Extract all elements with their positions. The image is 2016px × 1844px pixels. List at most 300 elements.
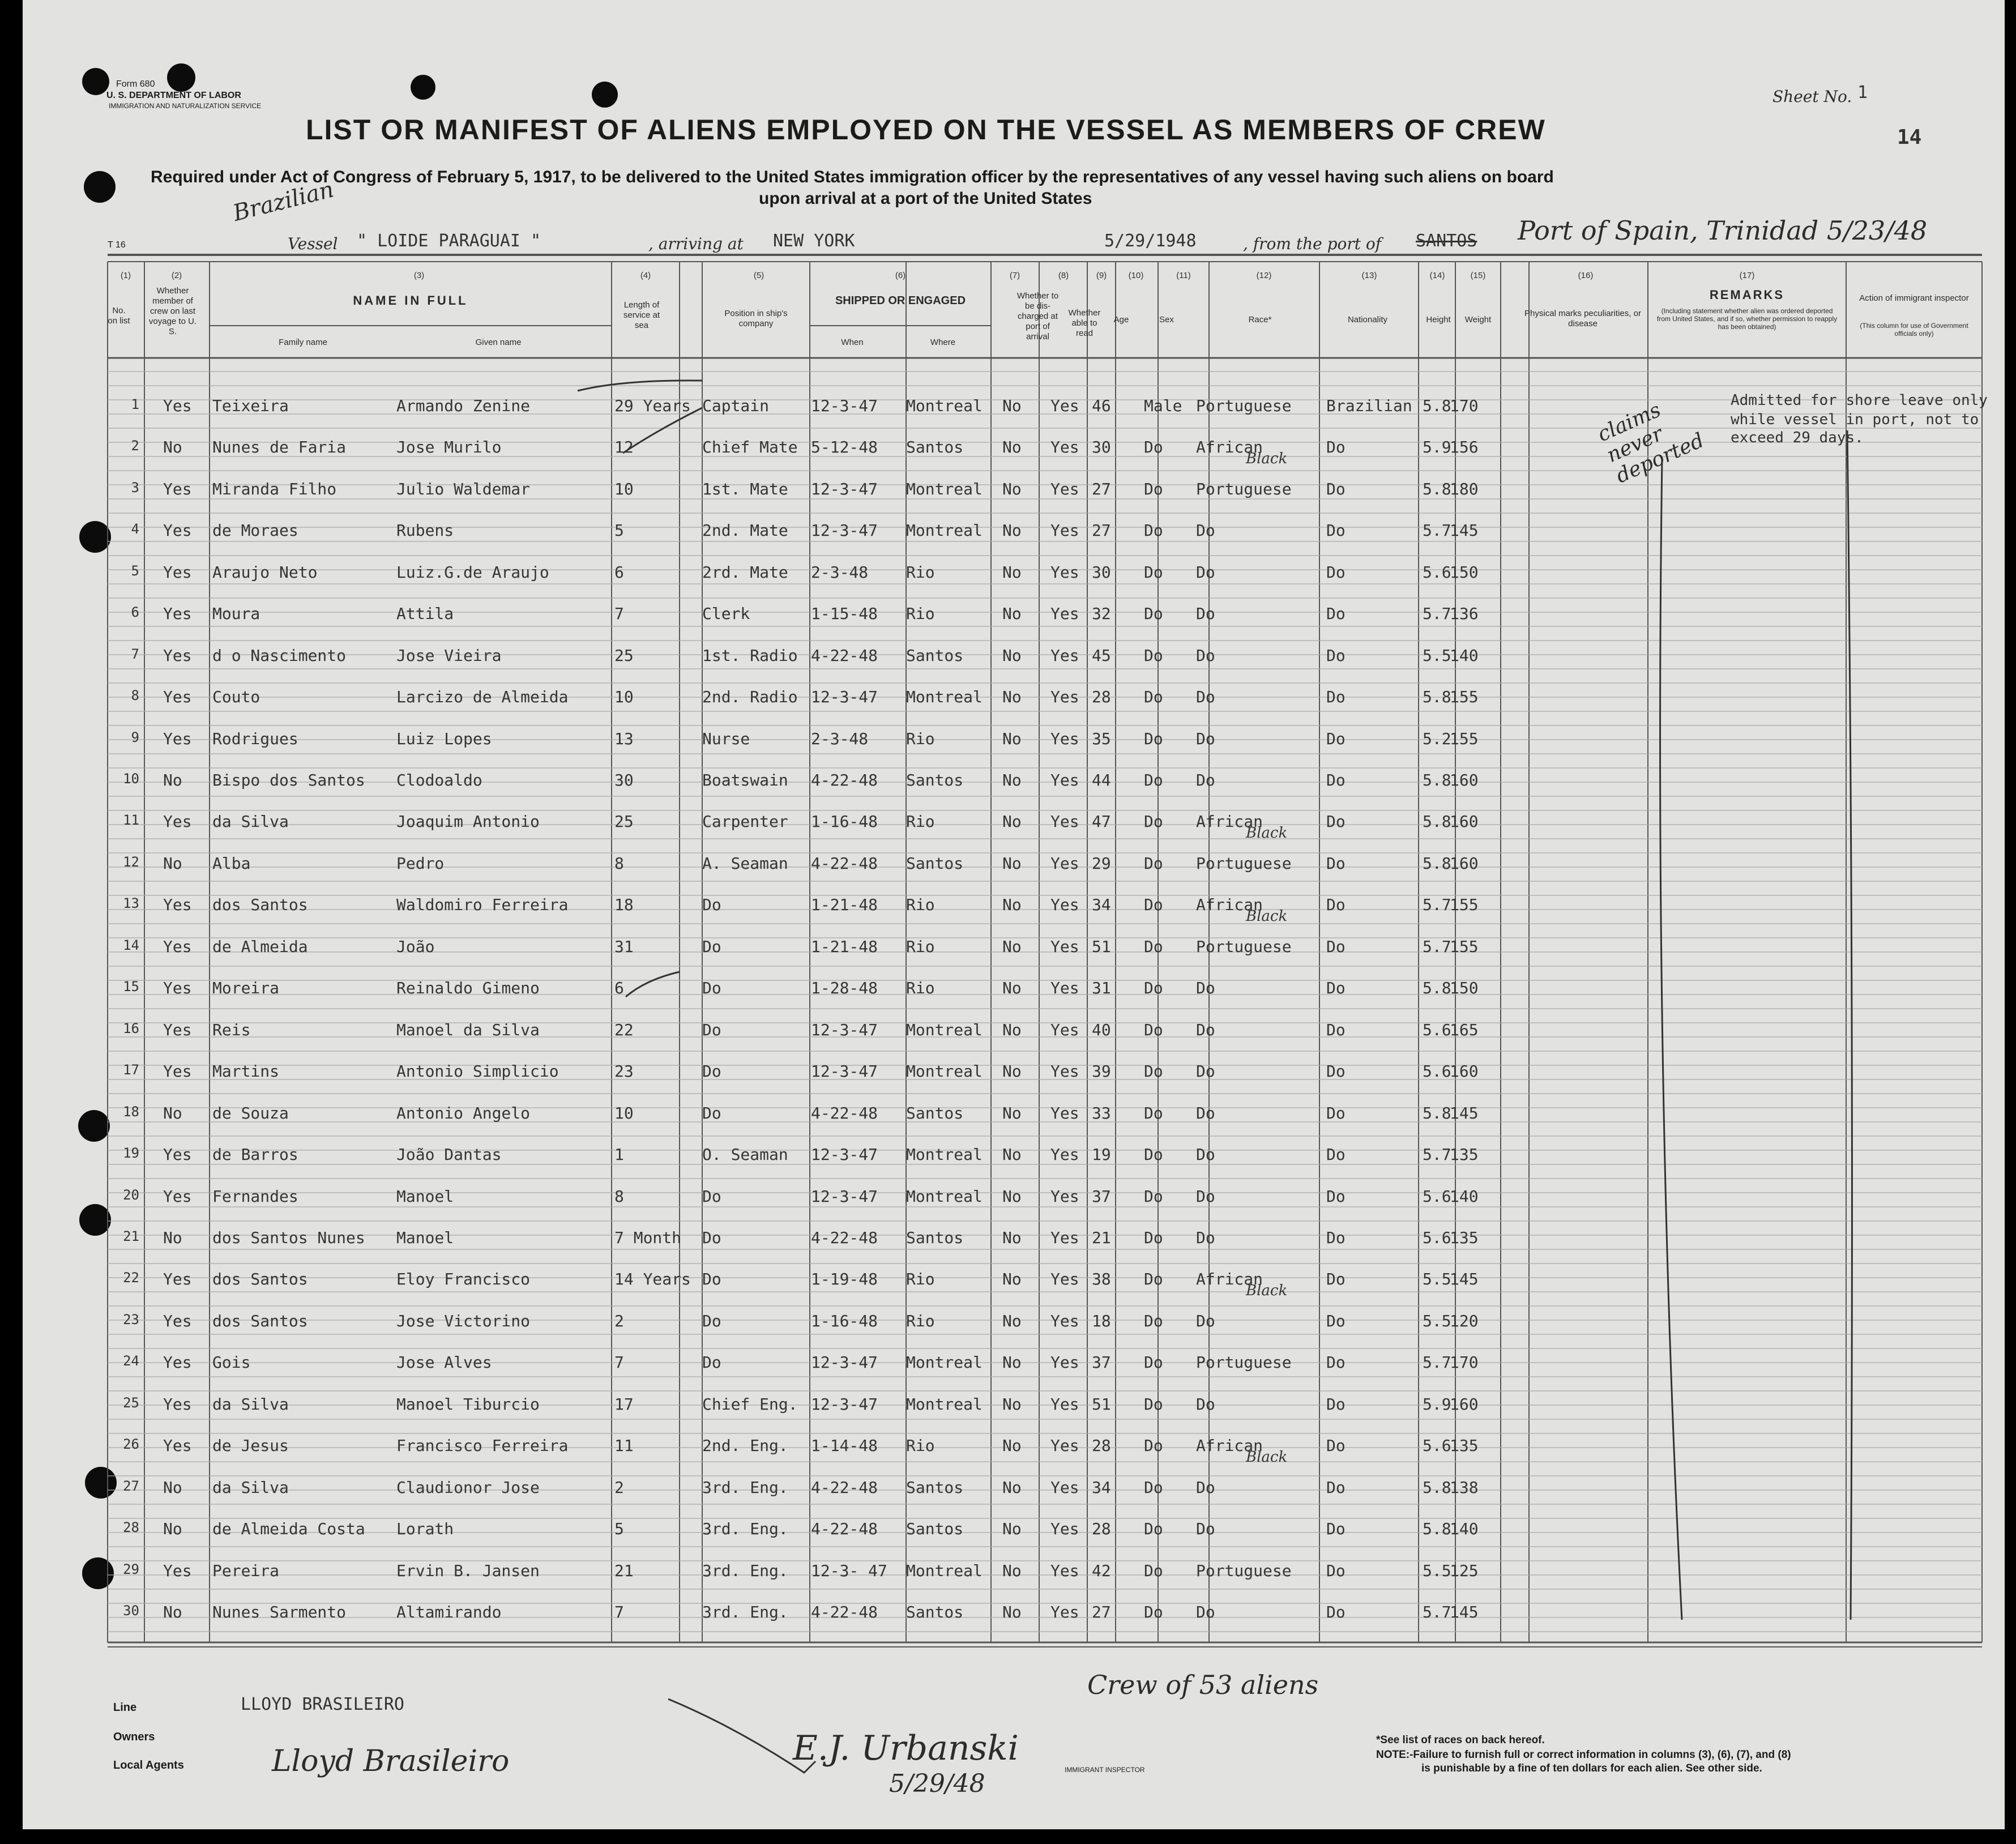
crew-service: 10 — [614, 479, 634, 498]
vessel-nationality: Brazilian — [230, 176, 337, 227]
crew-when: 4-22-48 — [811, 1103, 878, 1122]
crew-when: 1-16-48 — [811, 1311, 878, 1330]
crew-no: 22 — [123, 1270, 139, 1286]
crew-weight: 160 — [1450, 1394, 1479, 1414]
crew-prev: Yes — [163, 604, 192, 624]
crew-nationality: Do — [1326, 1311, 1346, 1330]
crew-no: 8 — [131, 688, 139, 704]
crew-sex: Do — [1144, 562, 1163, 582]
crew-nationality: Do — [1326, 688, 1346, 707]
crew-weight: 145 — [1450, 521, 1479, 540]
crew-when: 1-28-48 — [811, 979, 878, 998]
crew-when: 4-22-48 — [811, 1228, 878, 1247]
crew-when: 1-21-48 — [811, 937, 878, 956]
crew-read: Yes — [1050, 1103, 1079, 1122]
column-number: (1) — [120, 271, 131, 280]
crew-service: 2 — [614, 1478, 624, 1497]
failure-note: NOTE:-Failure to furnish full or correct information in columns (3), (6), (7), and (8) — [1376, 1749, 1791, 1761]
crew-race: Do — [1196, 1103, 1215, 1122]
crew-discharge: No — [1002, 1186, 1022, 1206]
crew-age: 35 — [1092, 729, 1111, 748]
crew-age: 29 — [1092, 853, 1111, 873]
crew-sex: Do — [1144, 1394, 1163, 1414]
crew-height: 5.9 — [1423, 438, 1451, 457]
department: U. S. DEPARTMENT OF LABOR — [106, 91, 241, 100]
crew-no: 19 — [123, 1145, 139, 1162]
crew-nationality: Do — [1326, 729, 1346, 748]
crew-no: 10 — [123, 771, 139, 787]
crew-service: 8 — [614, 1186, 624, 1206]
crew-weight: 160 — [1450, 853, 1479, 873]
crew-discharge: No — [1002, 771, 1022, 790]
crew-weight: 155 — [1450, 895, 1479, 915]
crew-height: 5.7 — [1423, 1353, 1451, 1372]
subtitle: Required under Act of Congress of February 5, 1917, to be delivered to the United States immigration officer by the representatives of any vessel having such aliens on board — [151, 168, 1554, 186]
crew-where: Santos — [906, 1228, 964, 1247]
crew-where: Santos — [906, 853, 964, 873]
crew-given: Jose Victorino — [396, 1311, 531, 1330]
crew-prev: Yes — [163, 1020, 192, 1039]
crew-family: dos Santos — [212, 1270, 308, 1289]
crew-position: Do — [702, 1103, 721, 1122]
vessel-label: Vessel — [288, 234, 338, 253]
crew-nationality: Do — [1326, 1062, 1346, 1081]
crew-sex: Do — [1144, 1145, 1163, 1164]
header-action: Action of immigrant inspector — [1859, 293, 1969, 303]
header-physical: Physical marks peculiarities, or disease — [1524, 309, 1641, 328]
header-name-in-full: NAME IN FULL — [353, 293, 468, 308]
crew-given: Joaquim Antonio — [396, 812, 540, 831]
crew-prev: No — [163, 1228, 182, 1247]
crew-when: 4-22-48 — [811, 771, 878, 790]
crew-when: 1-19-48 — [811, 1270, 878, 1289]
crew-sex: Do — [1144, 1353, 1163, 1372]
crew-position: 3rd. Eng. — [702, 1561, 788, 1580]
race-black-annotation: Black — [1246, 908, 1288, 925]
crew-service: 7 — [614, 1353, 624, 1372]
crew-weight: 135 — [1450, 1228, 1479, 1247]
crew-when: 12-3-47 — [811, 1062, 878, 1081]
races-note: *See list of races on back hereof. — [1376, 1734, 1545, 1746]
crew-race: Do — [1196, 1020, 1215, 1039]
crew-position: 3rd. Eng. — [702, 1478, 788, 1497]
crew-prev: Yes — [163, 1145, 192, 1164]
crew-sex: Do — [1144, 771, 1163, 790]
crew-height: 5.6 — [1423, 1062, 1451, 1081]
line-label: Line — [113, 1701, 137, 1714]
crew-given: Antonio Simplicio — [396, 1062, 559, 1081]
crew-nationality: Do — [1326, 1020, 1346, 1039]
crew-sex: Do — [1144, 895, 1163, 915]
crew-where: Santos — [906, 1478, 964, 1497]
remarks-typed-line2: while vessel in port, not to — [1731, 411, 1979, 428]
crew-height: 5.8 — [1423, 1478, 1451, 1497]
page-title: LIST OR MANIFEST OF ALIENS EMPLOYED ON THE VESSEL AS MEMBERS OF CREW — [306, 114, 1546, 146]
column-number: (3) — [413, 271, 425, 280]
column-number: (13) — [1361, 271, 1377, 280]
crew-where: Rio — [906, 895, 935, 915]
race-black-annotation: Black — [1246, 450, 1288, 468]
crew-age: 31 — [1092, 979, 1111, 998]
crew-height: 5.2 — [1423, 729, 1451, 748]
crew-position: A. Seaman — [702, 853, 788, 873]
crew-weight: 150 — [1450, 979, 1479, 998]
crew-age: 45 — [1092, 646, 1111, 665]
crew-sex: Do — [1144, 1436, 1163, 1455]
crew-no: 9 — [131, 729, 139, 745]
crew-where: Montreal — [906, 1186, 983, 1206]
header-height: Height — [1426, 315, 1451, 325]
crew-family: Miranda Filho — [212, 479, 337, 498]
crew-age: 28 — [1092, 688, 1111, 707]
crew-service: 17 — [614, 1394, 634, 1414]
crew-weight: 165 — [1450, 1020, 1479, 1039]
crew-sex: Do — [1144, 1561, 1163, 1580]
crew-read: Yes — [1050, 937, 1079, 956]
crew-no: 4 — [131, 521, 139, 537]
crew-weight: 160 — [1450, 771, 1479, 790]
from-port-handwritten: Port of Spain, Trinidad 5/23/48 — [1518, 215, 1928, 246]
crew-given: Ervin B. Jansen — [396, 1561, 540, 1580]
crew-nationality: Do — [1326, 1436, 1346, 1455]
column-number: (8) — [1058, 271, 1069, 280]
crew-sex: Do — [1144, 688, 1163, 707]
crew-nationality: Do — [1326, 521, 1346, 540]
crew-no: 6 — [131, 604, 139, 621]
crew-race: Do — [1196, 562, 1215, 582]
crew-family: d o Nascimento — [212, 646, 347, 665]
crew-read: Yes — [1050, 1436, 1079, 1455]
crew-height: 5.5 — [1423, 1311, 1451, 1330]
crew-no: 26 — [123, 1436, 139, 1453]
crew-position: 3rd. Eng. — [702, 1603, 788, 1621]
crew-height: 5.6 — [1423, 1228, 1451, 1247]
crew-position: Do — [702, 1311, 721, 1330]
crew-prev: No — [163, 1478, 182, 1497]
crew-given: Jose Vieira — [396, 646, 502, 665]
crew-when: 4-22-48 — [811, 646, 878, 665]
crew-race: Do — [1196, 1311, 1215, 1330]
crew-given: Claudionor Jose — [396, 1478, 540, 1497]
crew-nationality: Brazilian — [1326, 396, 1412, 415]
crew-sex: Do — [1144, 1311, 1163, 1330]
crew-total: Crew of 53 aliens — [1087, 1670, 1319, 1700]
column-number: (4) — [640, 271, 651, 280]
crew-race: Do — [1196, 1186, 1215, 1206]
crew-position: Chief Eng. — [702, 1394, 798, 1414]
crew-race: Do — [1196, 729, 1215, 748]
crew-prev: No — [163, 1103, 182, 1122]
header-where: Where — [930, 338, 956, 347]
crew-family: Reis — [212, 1020, 251, 1039]
crew-read: Yes — [1050, 729, 1079, 748]
crew-family: Moreira — [212, 979, 280, 998]
arriving-label: , arriving at — [648, 234, 744, 253]
crew-when: 12-3-47 — [811, 1186, 878, 1206]
crew-weight: 170 — [1450, 396, 1479, 415]
crew-no: 29 — [123, 1561, 139, 1577]
crew-age: 39 — [1092, 1062, 1111, 1081]
crew-given: Antonio Angelo — [396, 1103, 531, 1122]
header-weight: Weight — [1464, 315, 1492, 325]
crew-prev: No — [163, 771, 182, 790]
crew-position: Chief Mate — [702, 438, 798, 457]
crew-sex: Do — [1144, 1186, 1163, 1206]
crew-when: 4-22-48 — [811, 1478, 878, 1497]
crew-service: 10 — [614, 1103, 634, 1122]
arrival-date: 5/29/1948 — [1104, 231, 1197, 251]
header-shipped: SHIPPED OR ENGAGED — [835, 294, 966, 307]
crew-age: 51 — [1092, 937, 1111, 956]
crew-given: Jose Murilo — [396, 438, 502, 457]
header-no-on-list: No. on list — [108, 306, 130, 326]
crew-sex: Do — [1144, 979, 1163, 998]
crew-when: 1-15-48 — [811, 604, 878, 624]
crew-position: O. Seaman — [702, 1145, 788, 1164]
crew-age: 27 — [1092, 479, 1111, 498]
crew-discharge: No — [1002, 1353, 1022, 1372]
crew-height: 5.8 — [1423, 396, 1451, 415]
crew-no: 14 — [123, 937, 139, 953]
crew-when: 12-3-47 — [811, 479, 878, 498]
crew-where: Rio — [906, 1270, 935, 1289]
sheet-label: Sheet No. — [1772, 87, 1852, 106]
crew-age: 40 — [1092, 1020, 1111, 1039]
crew-age: 42 — [1092, 1561, 1111, 1580]
crew-family: Pereira — [212, 1561, 280, 1580]
crew-position: Do — [702, 1186, 721, 1206]
crew-family: dos Santos — [212, 895, 308, 915]
crew-discharge: No — [1002, 562, 1022, 582]
crew-service: 25 — [614, 812, 634, 831]
column-number: (15) — [1470, 271, 1486, 280]
crew-sex: Male — [1144, 396, 1182, 415]
crew-family: Martins — [212, 1062, 280, 1081]
crew-discharge: No — [1002, 1062, 1022, 1081]
column-number: (17) — [1739, 271, 1755, 280]
crew-nationality: Do — [1326, 1353, 1346, 1372]
crew-given: Luiz Lopes — [396, 729, 492, 748]
header-race: Race* — [1248, 315, 1272, 325]
header-given-name: Given name — [475, 338, 522, 347]
crew-weight: 150 — [1450, 562, 1479, 582]
crew-weight: 145 — [1450, 1270, 1479, 1289]
crew-weight: 156 — [1450, 438, 1479, 457]
crew-where: Rio — [906, 562, 935, 582]
header-position: Position in ship's company — [724, 309, 788, 328]
crew-race: African — [1196, 812, 1263, 831]
crew-where: Santos — [906, 771, 964, 790]
crew-weight: 140 — [1450, 1519, 1479, 1539]
crew-sex: Do — [1144, 604, 1163, 624]
crew-where: Rio — [906, 1311, 935, 1330]
crew-where: Montreal — [906, 1020, 983, 1039]
crew-weight: 170 — [1450, 1353, 1479, 1372]
crew-sex: Do — [1144, 729, 1163, 748]
crew-service: 5 — [614, 521, 624, 540]
crew-weight: 120 — [1450, 1311, 1479, 1330]
column-number: (5) — [753, 271, 764, 280]
crew-height: 5.7 — [1423, 1603, 1451, 1621]
crew-given: Manoel da Silva — [396, 1020, 540, 1039]
crew-height: 5.6 — [1423, 1436, 1451, 1455]
crew-age: 32 — [1092, 604, 1111, 624]
crew-prev: Yes — [163, 1062, 192, 1081]
crew-nationality: Do — [1326, 479, 1346, 498]
crew-service: 6 — [614, 979, 624, 998]
crew-family: da Silva — [212, 812, 289, 831]
crew-discharge: No — [1002, 521, 1022, 540]
crew-nationality: Do — [1326, 1228, 1346, 1247]
crew-sex: Do — [1144, 1062, 1163, 1081]
crew-race: Do — [1196, 604, 1215, 624]
crew-given: Manoel — [396, 1228, 454, 1247]
crew-prev: Yes — [163, 979, 192, 998]
crew-read: Yes — [1050, 438, 1079, 457]
crew-nationality: Do — [1326, 937, 1346, 956]
crew-given: Manoel Tiburcio — [396, 1394, 540, 1414]
crew-when: 12-3-47 — [811, 688, 878, 707]
crew-weight: 135 — [1450, 1436, 1479, 1455]
crew-age: 28 — [1092, 1436, 1111, 1455]
crew-age: 37 — [1092, 1186, 1111, 1206]
service-name: IMMIGRATION AND NATURALIZATION SERVICE — [109, 102, 262, 110]
crew-read: Yes — [1050, 1478, 1079, 1497]
crew-weight: 145 — [1450, 1603, 1479, 1621]
crew-height: 5.9 — [1423, 1394, 1451, 1414]
crew-race: African — [1196, 438, 1263, 457]
crew-given: Manoel — [396, 1186, 454, 1206]
crew-age: 47 — [1092, 812, 1111, 831]
crew-where: Montreal — [906, 1145, 983, 1164]
crew-family: da Silva — [212, 1394, 289, 1414]
crew-service: 18 — [614, 895, 634, 915]
crew-prev: Yes — [163, 479, 192, 498]
crew-race: Portuguese — [1196, 853, 1292, 873]
crew-discharge: No — [1002, 396, 1022, 415]
crew-weight: 125 — [1450, 1561, 1479, 1580]
crew-position: Do — [702, 1353, 721, 1372]
crew-where: Rio — [906, 979, 935, 998]
crew-position: Do — [702, 937, 721, 956]
crew-no: 28 — [123, 1519, 139, 1536]
crew-nationality: Do — [1326, 562, 1346, 582]
crew-service: 29 Years — [614, 396, 691, 415]
crew-read: Yes — [1050, 479, 1079, 498]
crew-family: Gois — [212, 1353, 251, 1372]
crew-where: Montreal — [906, 1353, 983, 1372]
crew-nationality: Do — [1326, 1394, 1346, 1414]
crew-discharge: No — [1002, 979, 1022, 998]
crew-prev: Yes — [163, 937, 192, 956]
crew-where: Montreal — [906, 479, 983, 498]
crew-given: Lorath — [396, 1519, 454, 1539]
crew-race: Do — [1196, 1394, 1215, 1414]
crew-age: 46 — [1092, 396, 1111, 415]
crew-read: Yes — [1050, 1603, 1079, 1621]
crew-nationality: Do — [1326, 1103, 1346, 1122]
crew-when: 12-3-47 — [811, 521, 878, 540]
crew-discharge: No — [1002, 1020, 1022, 1039]
header-discharged: Whether to be dis-charged at port of arrival — [1016, 291, 1059, 342]
crew-family: Moura — [212, 604, 260, 624]
crew-where: Montreal — [906, 1394, 983, 1414]
crew-position: Do — [702, 1062, 721, 1081]
crew-read: Yes — [1050, 1561, 1079, 1580]
crew-weight: 180 — [1450, 479, 1479, 498]
crew-service: 7 Month — [614, 1228, 682, 1247]
crew-sex: Do — [1144, 1519, 1163, 1539]
crew-weight: 145 — [1450, 1103, 1479, 1122]
crew-race: Portuguese — [1196, 479, 1292, 498]
crew-weight: 140 — [1450, 1186, 1479, 1206]
crew-sex: Do — [1144, 1603, 1163, 1621]
crew-age: 21 — [1092, 1228, 1111, 1247]
crew-where: Montreal — [906, 688, 983, 707]
crew-service: 22 — [614, 1020, 634, 1039]
crew-where: Rio — [906, 1436, 935, 1455]
crew-family: Araujo Neto — [212, 562, 318, 582]
crew-service: 7 — [614, 1603, 624, 1621]
crew-no: 30 — [123, 1603, 139, 1619]
crew-weight: 138 — [1450, 1478, 1479, 1497]
crew-height: 5.5 — [1423, 646, 1451, 665]
crew-no: 16 — [123, 1020, 139, 1036]
crew-read: Yes — [1050, 1145, 1079, 1164]
crew-family: de Almeida — [212, 937, 308, 956]
failure-note-2: is punishable by a fine of ten dollars for each alien. See other side. — [1421, 1762, 1762, 1774]
crew-where: Rio — [906, 729, 935, 748]
crew-prev: Yes — [163, 396, 192, 415]
crew-family: Bispo dos Santos — [212, 771, 365, 790]
crew-age: 30 — [1092, 438, 1111, 457]
page-number: 14 — [1897, 126, 1922, 149]
crew-discharge: No — [1002, 604, 1022, 624]
race-black-annotation: Black — [1246, 1282, 1288, 1300]
form-code: T 16 — [108, 240, 126, 250]
crew-family: de Jesus — [212, 1436, 289, 1455]
crew-height: 5.7 — [1423, 1145, 1451, 1164]
agents-label: Local Agents — [113, 1759, 184, 1772]
crew-nationality: Do — [1326, 979, 1346, 998]
crew-discharge: No — [1002, 812, 1022, 831]
crew-age: 30 — [1092, 562, 1111, 582]
crew-age: 33 — [1092, 1103, 1111, 1122]
crew-no: 18 — [123, 1103, 139, 1120]
crew-when: 2-3-48 — [811, 729, 869, 748]
crew-race: Do — [1196, 521, 1215, 540]
crew-discharge: No — [1002, 1394, 1022, 1414]
crew-prev: No — [163, 438, 182, 457]
crew-no: 21 — [123, 1228, 139, 1244]
header-action-note: (This column for use of Government officials only) — [1860, 322, 1968, 338]
crew-position: 3rd. Eng. — [702, 1519, 788, 1539]
crew-prev: Yes — [163, 1436, 192, 1455]
crew-family: dos Santos Nunes — [212, 1228, 365, 1247]
crew-discharge: No — [1002, 937, 1022, 956]
crew-when: 1-21-48 — [811, 895, 878, 915]
crew-discharge: No — [1002, 1478, 1022, 1497]
crew-height: 5.6 — [1423, 1186, 1451, 1206]
remarks-typed-line3: exceed 29 days. — [1731, 429, 1864, 446]
crew-position: 1st. Mate — [702, 479, 788, 498]
crew-position: Nurse — [702, 729, 750, 748]
crew-discharge: No — [1002, 1228, 1022, 1247]
column-number: (7) — [1009, 271, 1020, 280]
crew-age: 51 — [1092, 1394, 1111, 1414]
crew-prev: No — [163, 853, 182, 873]
crew-service: 30 — [614, 771, 634, 790]
